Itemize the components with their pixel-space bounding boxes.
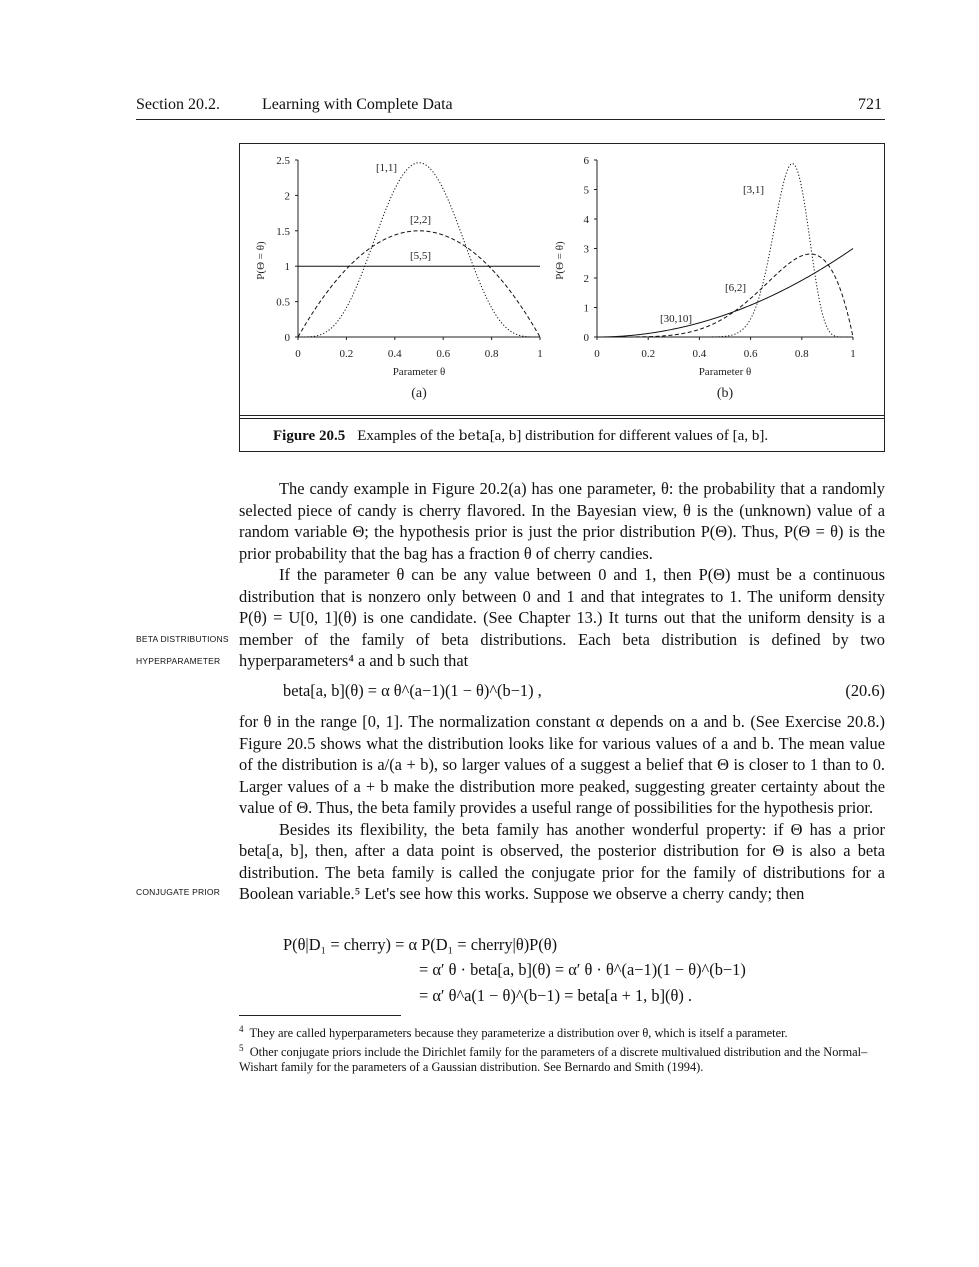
footnote-5: $^5$ Other conjugate priors include the Dirichlet family for the parameters of a discrete multivalued distribution and the Normal–Wishart family for the parameters of a Gaussian distribution. See Bernardo and Smith (1994).: [239, 1043, 868, 1075]
curve-label: [5,5]: [410, 250, 432, 262]
body-text-block-1: [239, 478, 885, 672]
footnote-rule: [239, 1015, 401, 1016]
y-tick-label: 2.5: [276, 155, 290, 167]
x-tick-label: 0.2: [641, 348, 656, 360]
x-tick-label: 1: [537, 348, 543, 360]
equation-posterior-line-1: P(θ|D₁ = cherry) = α P(D₁ = cherry|θ)P(θ): [283, 935, 558, 954]
y-tick-label: 1: [583, 302, 589, 315]
figure-caption: [273, 428, 768, 445]
header-rule: [136, 119, 885, 120]
equation-posterior-line-2: = α′ θ · beta[a, b](θ) = α′ θ · θ^(a−1)(1 − θ)^(b−1): [419, 960, 746, 979]
series-3010-curve: [597, 164, 853, 337]
running-header-title: Learning with Complete Data: [262, 96, 453, 113]
y-tick-label: 1: [284, 261, 290, 274]
x-tick-label: 0.4: [387, 348, 402, 360]
panel-sublabel: (a): [411, 386, 427, 401]
x-axis-label: Parameter θ: [698, 366, 752, 378]
paragraph-candy-example: The candy example in Figure 20.2(a) has one parameter, θ: the probability that a randomly selected piece of candy is cherry flavored. In the Bayesian view, θ is the (unknown) value of a random variable Θ; the hypothesis prior is just the prior distribution P(Θ). Thus, P(Θ = θ) is the prior probability that the bag has a fraction θ of cherry candies.: [239, 479, 885, 563]
running-header-section: Section 20.2.: [136, 96, 220, 113]
equation-20-6: beta[a, b](θ) = α θ^(a−1)(1 − θ)^(b−1) ,: [283, 681, 542, 700]
panel-sublabel: (b): [716, 386, 734, 401]
curve-label: [2,2]: [410, 214, 432, 226]
margin-note-beta-distributions: BETA DISTRIBUTIONS: [136, 634, 229, 644]
margin-note-conjugate-prior: CONJUGATE PRIOR: [136, 887, 221, 897]
x-tick-label: 0: [594, 348, 600, 360]
y-tick-label: 0.5: [276, 296, 290, 309]
page-number: 721: [858, 96, 882, 113]
curve-label: [1,1]: [376, 162, 398, 174]
paragraph-conjugate: Besides its flexibility, the beta family has another wonderful property: if Θ has a prior beta[a, b], then, after a data point is observed, the posterior distribution for Θ is also a beta distribution. The beta family is called the conjugate prior for the family of distributions for a Boolean variable.⁵ Let's see how this works. Suppose we observe a cherry candy; then: [239, 819, 885, 903]
figure-caption-rule-top: [239, 415, 885, 416]
margin-note-hyperparameter: HYPERPARAMETER: [136, 656, 221, 666]
y-tick-label: 2: [583, 273, 589, 285]
figure-20-5-charts: [239, 143, 885, 415]
series-62-curve: [597, 254, 853, 337]
x-tick-label: 0.8: [794, 348, 809, 360]
y-tick-label: 6: [583, 155, 589, 167]
curve-label: [6,2]: [725, 282, 747, 294]
x-tick-label: 0: [295, 348, 301, 360]
footnote-5-text: Other conjugate priors include the Dirichlet family for the parameters of a discrete multivalued distribution and the Normal–Wishart family for the parameters of a Gaussian distribution. See Bernardo and Smith (1994).: [239, 1045, 868, 1075]
y-tick-label: 3: [583, 243, 589, 256]
curve-label: [3,1]: [743, 184, 765, 196]
footnote-4: $^4$ They are called hyperparameters because they parameterize a distribution over θ, which is itself a parameter.: [239, 1024, 788, 1041]
x-tick-label: 1: [850, 348, 856, 360]
x-tick-label: 0.6: [436, 348, 451, 360]
caption-beta: beta: [458, 428, 490, 444]
series-22-curve: [298, 231, 540, 337]
footnote-4-text: They are called hyperparameters because they parameterize a distribution over θ, which is itself a parameter.: [249, 1026, 788, 1041]
y-tick-label: 4: [583, 214, 589, 226]
x-tick-label: 0.8: [484, 348, 499, 360]
curve-label: [30,10]: [660, 313, 693, 325]
y-tick-label: 0: [284, 332, 290, 344]
y-axis-label: P(Θ = θ): [554, 241, 566, 280]
x-tick-label: 0.4: [692, 348, 707, 360]
y-tick-label: 0: [583, 332, 589, 344]
caption-rest: [a, b] distribution for different values of [a, b].: [489, 428, 769, 444]
figure-label: Figure 20.5: [273, 428, 346, 444]
y-tick-label: 2: [284, 190, 290, 203]
paragraph-normalization: for θ in the range [0, 1]. The normalization constant α depends on a and b. (See Exercise 20.8.) Figure 20.5 shows what the distribution looks like for various values of a and b. The mean value of the distribution is a/(a + b), so larger values of a suggest a belief that Θ is closer to 1 than to 0. Larger values of a + b make the distribution more peaked, suggesting greater certainty about the value of Θ. Thus, the beta family provides a useful range of possibilities for the hypothesis prior.: [239, 712, 885, 817]
x-tick-label: 0.6: [743, 348, 758, 360]
y-axis-label: P(Θ = θ): [255, 241, 267, 280]
body-text-block-2: [239, 711, 885, 905]
equation-number: (20.6): [845, 681, 885, 700]
figure-caption-rule-bottom: [239, 418, 885, 419]
y-tick-label: 5: [583, 184, 589, 197]
x-axis-label: Parameter θ: [392, 366, 446, 378]
caption-pre: Examples of the: [357, 428, 459, 444]
x-tick-label: 0.2: [339, 348, 354, 360]
paragraph-beta-intro: If the parameter θ can be any value between 0 and 1, then P(Θ) must be a continuous distribution that is nonzero only between 0 and 1 and that integrates to 1. The uniform density P(θ) = U[0, 1](θ) is one candidate. (See Chapter 13.) It turns out that the uniform density is a member of the family of beta distributions. Each beta distribution is defined by two hyperparameters⁴ a and b such that: [239, 565, 885, 670]
y-tick-label: 1.5: [276, 225, 290, 238]
equation-posterior-line-3: = α′ θ^a(1 − θ)^(b−1) = beta[a + 1, b](θ) .: [419, 986, 692, 1005]
